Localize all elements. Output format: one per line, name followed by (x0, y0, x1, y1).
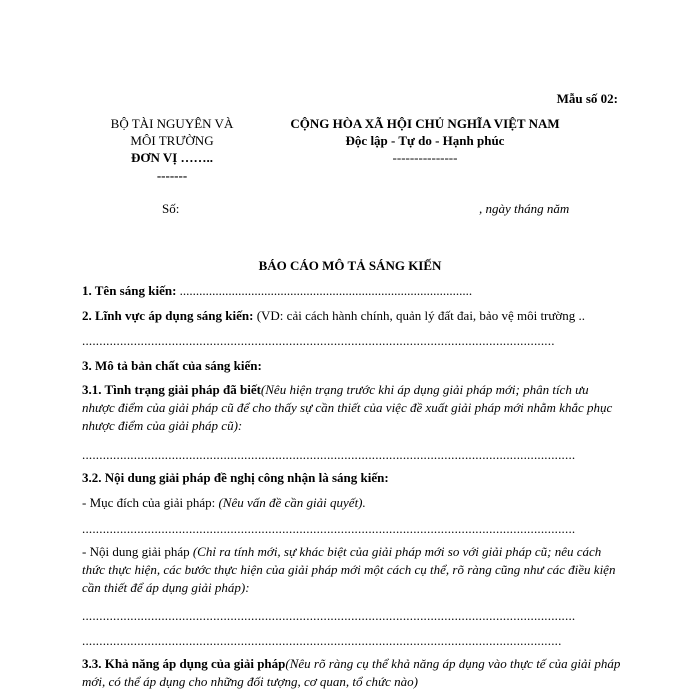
section-1-label: 1. Tên sáng kiến: (82, 283, 177, 298)
section-3-3-paragraph (82, 655, 622, 691)
section-3-2-content-text: (Chỉ ra tính mới, sự khác biệt của giải pháp mới so với giải pháp cũ; nêu cách thức thực hiện, các bước thực hiện của giải pháp mới một cách cụ thể, rõ ràng cũng như các điều kiện cần thiết để áp dụng giải pháp): (82, 544, 616, 595)
section-3-2-content-label: - Nội dung giải pháp (82, 544, 193, 559)
section-3-1-paragraph (82, 381, 622, 435)
section-3-2-content-dots-1: ............................................................................................................................................... (82, 609, 576, 623)
section-3-2-purpose-text: (Nêu vấn đề cần giải quyết). (218, 495, 366, 510)
motto-divider: --------------- (392, 150, 458, 165)
ministry-line-2: MÔI TRƯỜNG (130, 133, 214, 148)
unit-name: ĐƠN VỊ …….. (130, 150, 214, 165)
section-3-label: 3. Mô tả bản chất của sáng kiến: (82, 358, 262, 373)
form-number: Mẫu số 02: (556, 91, 618, 106)
section-2-dots: ......................................................................................................................................... (82, 334, 555, 348)
section-2-line (82, 308, 585, 324)
section-3-2-purpose-label: - Mục đích của giải pháp: (82, 495, 219, 510)
date-line: , ngày tháng năm (479, 201, 570, 216)
section-3-2-label: 3.2. Nội dung giải pháp đề nghị công nhận là sáng kiến: (82, 470, 389, 485)
section-2-label: 2. Lĩnh vực áp dụng sáng kiến: (82, 308, 254, 323)
section-3-1-label: 3.1. Tình trạng giải pháp đã biết (82, 382, 261, 397)
section-3-3-label: 3.3. Khả năng áp dụng của giải pháp (82, 656, 286, 671)
section-1-line (82, 283, 472, 299)
section-3-3-text: (Nêu rõ ràng cụ thể khả năng áp dụng vào thực tế của giải pháp mới, có thể áp dụng cho những đối tượng, cơ quan, tổ chức nào) (82, 656, 621, 689)
section-2-text: (VD: cải cách hành chính, quản lý đất đai, bảo vệ môi trường .. (253, 308, 586, 323)
section-3-2-content-dots-2: ........................................................................................................................................... (82, 634, 562, 648)
section-3-2-purpose-line (82, 495, 366, 511)
document-title: BÁO CÁO MÔ TẢ SÁNG KIẾN (258, 258, 442, 273)
document-number-label: Số: (162, 201, 180, 216)
section-3-2-content-paragraph (82, 543, 622, 597)
section-3-1-text: (Nêu hiện trạng trước khi áp dụng giải pháp mới; phân tích ưu nhược điểm của giải pháp cũ để cho thấy sự cần thiết của việc đề xuất giải pháp mới nhằm khắc phục nhược điểm của giải pháp cũ): (82, 382, 613, 433)
motto: Độc lập - Tự do - Hạnh phúc (345, 133, 505, 148)
unit-divider: ------- (156, 168, 188, 183)
section-1-dots: .......................................................................................... (179, 283, 473, 298)
republic-title: CỘNG HÒA XÃ HỘI CHỦ NGHĨA VIỆT NAM (290, 116, 560, 131)
section-3-1-dots: ............................................................................................................................................... (82, 448, 576, 462)
ministry-line-1: BỘ TÀI NGUYÊN VÀ (110, 116, 234, 131)
section-3-2-purpose-dots: ............................................................................................................................................... (82, 522, 576, 536)
